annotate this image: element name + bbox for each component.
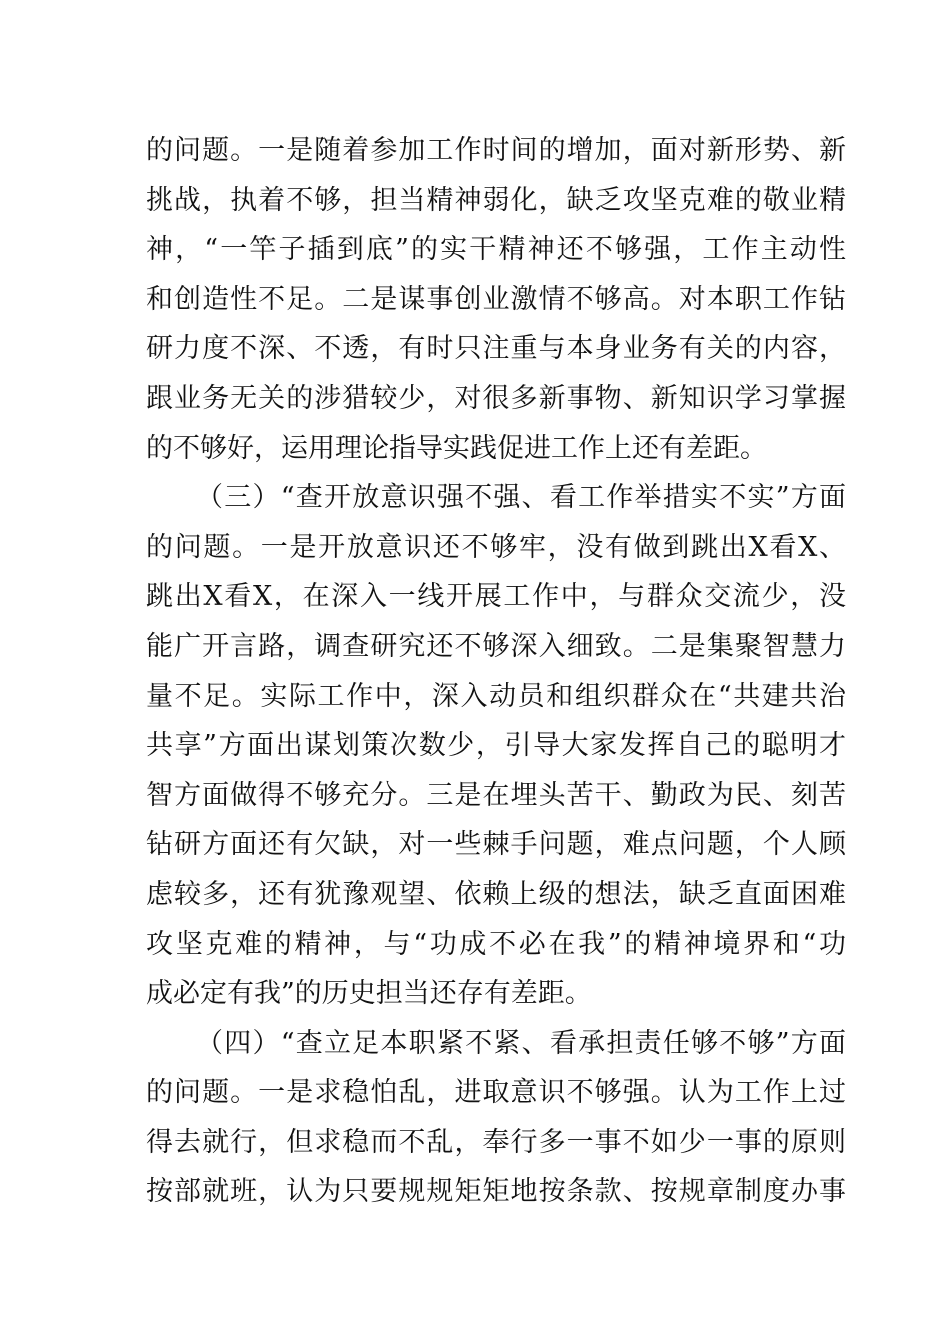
text-line: 研力度不深、不透，有时只注重与本身业务有关的内容， [146, 333, 846, 365]
text-line: 和创造性不足。二是谋事创业激情不够高。对本职工作钻 [146, 283, 846, 315]
text-line: 的不够好，运用理论指导实践促进工作上还有差距。 [146, 432, 767, 464]
text-line: 虑较多，还有犹豫观望、依赖上级的想法，缺乏直面困难 [146, 878, 846, 910]
text-line: 跟业务无关的涉猎较少，对很多新事物、新知识学习掌握 [146, 382, 846, 414]
text-line: 量不足。实际工作中，深入动员和组织群众在“共建共治 [146, 680, 846, 712]
text-line: 跳出X看X，在深入一线开展工作中，与群众交流少，没 [146, 581, 846, 613]
text-line: 神，“一竿子插到底”的实干精神还不够强，工作主动性 [146, 234, 846, 266]
text-line: 攻坚克难的精神，与“功成不必在我”的精神境界和“功 [146, 928, 846, 960]
text-line: 的问题。一是开放意识还不够牢，没有做到跳出X看X、 [146, 531, 846, 563]
text-line: 的问题。一是随着参加工作时间的增加，面对新形势、新 [146, 135, 846, 166]
text-line: 共享”方面出谋划策次数少，引导大家发挥自己的聪明才 [146, 730, 846, 762]
text-line: 能广开言路，调查研究还不够深入细致。二是集聚智慧力 [146, 630, 846, 662]
text-line: 成必定有我”的历史担当还存有差距。 [146, 978, 592, 1010]
text-line: 钻研方面还有欠缺，对一些棘手问题，难点问题，个人顾 [146, 829, 846, 861]
text-line: 挑战，执着不够，担当精神弱化，缺乏攻坚克难的敬业精 [146, 184, 846, 216]
text-line: 的问题。一是求稳怕乱，进取意识不够强。认为工作上过 [146, 1077, 846, 1109]
text-line: 得去就行，但求稳而不乱，奉行多一事不如少一事的原则 [146, 1126, 846, 1158]
text-line: 智方面做得不够充分。三是在埋头苦干、勤政为民、刻苦 [146, 779, 846, 811]
text-line: 按部就班，认为只要规规矩矩地按条款、按规章制度办事 [146, 1176, 846, 1208]
section-heading-line: （四）“查立足本职紧不紧、看承担责任够不够”方面 [196, 1027, 846, 1059]
section-heading-line: （三）“查开放意识强不强、看工作举措实不实”方面 [196, 482, 846, 514]
document-body [146, 126, 846, 1217]
